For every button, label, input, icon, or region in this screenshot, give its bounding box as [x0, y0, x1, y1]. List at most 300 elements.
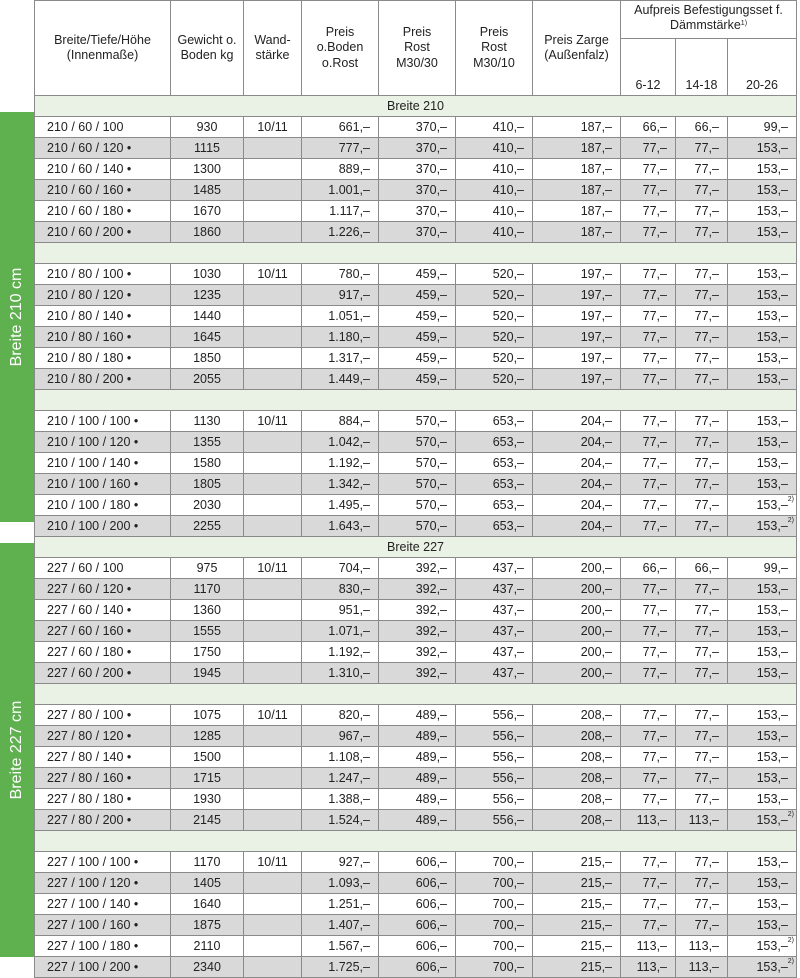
cell-dims: 210 / 100 / 140 • [35, 453, 171, 474]
cell-insul-20-26 [728, 495, 797, 516]
cell-price-frame: 208,– [533, 810, 621, 831]
cell-value: 153,– [756, 330, 788, 344]
cell-price-no-floor: 704,– [302, 558, 379, 579]
cell-price-frame: 197,– [533, 369, 621, 390]
cell-price-frame: 197,– [533, 306, 621, 327]
cell-wall [244, 285, 302, 306]
table-row [35, 222, 797, 243]
cell-price-m3030: 606,– [379, 873, 456, 894]
cell-weight: 1875 [171, 915, 244, 936]
cell-weight: 2255 [171, 516, 244, 537]
cell-value: 153,– [756, 582, 788, 596]
cell-price-m3030: 459,– [379, 369, 456, 390]
cell-price-m3010: 700,– [456, 852, 533, 873]
cell-insul-20-26 [728, 222, 797, 243]
cell-insul-20-26 [728, 180, 797, 201]
cell-insul-20-26 [728, 411, 797, 432]
cell-price-frame: 204,– [533, 516, 621, 537]
cell-dims: 227 / 80 / 140 • [35, 747, 171, 768]
header-group-text: Aufpreis Befestigungsset f. Dämmstärke [634, 3, 783, 32]
footnote-marker: 2) [787, 517, 794, 524]
cell-price-m3010: 653,– [456, 474, 533, 495]
cell-dims: 227 / 60 / 120 • [35, 579, 171, 600]
cell-insul-14-18: 77,– [676, 369, 728, 390]
table-row [35, 726, 797, 747]
cell-value: 153,– [756, 792, 788, 806]
cell-value: 153,– [756, 351, 788, 365]
cell-insul-14-18: 113,– [676, 957, 728, 978]
spacer-row [35, 831, 797, 852]
cell-wall [244, 327, 302, 348]
cell-dims: 227 / 80 / 180 • [35, 789, 171, 810]
cell-insul-20-26 [728, 810, 797, 831]
cell-price-m3030: 606,– [379, 852, 456, 873]
cell-weight: 930 [171, 117, 244, 138]
cell-wall [244, 642, 302, 663]
cell-weight: 1170 [171, 579, 244, 600]
cell-price-no-floor: 777,– [302, 138, 379, 159]
cell-dims: 227 / 80 / 120 • [35, 726, 171, 747]
table-row [35, 789, 797, 810]
cell-value: 153,– [756, 477, 788, 491]
header-weight: Gewicht o. Boden kg [171, 1, 244, 96]
table-row [35, 327, 797, 348]
cell-insul-6-12: 77,– [621, 852, 676, 873]
cell-weight: 1640 [171, 894, 244, 915]
table-row [35, 180, 797, 201]
cell-price-no-floor: 1.725,– [302, 957, 379, 978]
cell-insul-6-12: 77,– [621, 579, 676, 600]
cell-insul-6-12: 113,– [621, 810, 676, 831]
cell-wall [244, 915, 302, 936]
cell-wall: 10/11 [244, 558, 302, 579]
cell-insul-14-18: 77,– [676, 138, 728, 159]
table-header [35, 1, 797, 96]
cell-dims: 210 / 60 / 180 • [35, 201, 171, 222]
cell-wall [244, 747, 302, 768]
cell-price-m3030: 370,– [379, 117, 456, 138]
cell-wall [244, 180, 302, 201]
cell-insul-20-26 [728, 159, 797, 180]
table-row [35, 369, 797, 390]
cell-value: 153,– [756, 813, 788, 827]
cell-value: 153,– [756, 141, 788, 155]
cell-insul-6-12: 77,– [621, 201, 676, 222]
cell-dims: 210 / 80 / 100 • [35, 264, 171, 285]
cell-value: 153,– [756, 666, 788, 680]
cell-price-m3030: 606,– [379, 894, 456, 915]
table-row [35, 579, 797, 600]
cell-insul-20-26 [728, 453, 797, 474]
cell-price-no-floor: 1.001,– [302, 180, 379, 201]
cell-insul-14-18: 77,– [676, 285, 728, 306]
cell-dims: 227 / 60 / 180 • [35, 642, 171, 663]
spacer-row [35, 684, 797, 705]
header-price-m3010: Preis Rost M30/10 [456, 1, 533, 96]
cell-insul-14-18: 77,– [676, 726, 728, 747]
table-row [35, 621, 797, 642]
cell-insul-6-12: 77,– [621, 747, 676, 768]
cell-price-no-floor: 1.310,– [302, 663, 379, 684]
cell-price-no-floor: 1.495,– [302, 495, 379, 516]
cell-price-no-floor: 1.643,– [302, 516, 379, 537]
cell-insul-6-12: 77,– [621, 705, 676, 726]
cell-price-frame: 197,– [533, 264, 621, 285]
cell-value: 153,– [756, 771, 788, 785]
cell-dims: 210 / 60 / 160 • [35, 180, 171, 201]
cell-price-m3010: 520,– [456, 327, 533, 348]
cell-insul-6-12: 77,– [621, 159, 676, 180]
cell-price-m3030: 392,– [379, 579, 456, 600]
cell-price-m3030: 570,– [379, 474, 456, 495]
cell-weight: 2030 [171, 495, 244, 516]
cell-price-m3030: 392,– [379, 558, 456, 579]
cell-insul-14-18: 77,– [676, 201, 728, 222]
footnote-marker: 2) [787, 496, 794, 503]
cell-insul-14-18: 77,– [676, 411, 728, 432]
cell-insul-6-12: 77,– [621, 789, 676, 810]
cell-price-m3010: 410,– [456, 138, 533, 159]
header-insul-6-12: 6-12 [621, 39, 676, 96]
cell-insul-20-26 [728, 201, 797, 222]
cell-insul-20-26 [728, 432, 797, 453]
cell-insul-14-18: 77,– [676, 789, 728, 810]
cell-price-frame: 215,– [533, 873, 621, 894]
cell-insul-6-12: 113,– [621, 936, 676, 957]
cell-weight: 1485 [171, 180, 244, 201]
cell-wall [244, 726, 302, 747]
cell-price-m3010: 653,– [456, 432, 533, 453]
cell-weight: 1030 [171, 264, 244, 285]
cell-price-no-floor: 884,– [302, 411, 379, 432]
cell-price-frame: 204,– [533, 453, 621, 474]
cell-insul-14-18: 77,– [676, 159, 728, 180]
cell-insul-14-18: 77,– [676, 264, 728, 285]
cell-insul-20-26 [728, 873, 797, 894]
cell-value: 153,– [756, 162, 788, 176]
cell-price-m3030: 489,– [379, 726, 456, 747]
header-group-insulation [621, 1, 797, 39]
spacer-cell [35, 684, 797, 705]
cell-value: 153,– [756, 645, 788, 659]
cell-price-no-floor: 951,– [302, 600, 379, 621]
cell-price-m3010: 437,– [456, 579, 533, 600]
cell-price-no-floor: 830,– [302, 579, 379, 600]
cell-price-m3030: 370,– [379, 159, 456, 180]
cell-value: 99,– [763, 561, 788, 575]
cell-price-frame: 200,– [533, 663, 621, 684]
cell-insul-6-12: 77,– [621, 453, 676, 474]
cell-insul-6-12: 77,– [621, 474, 676, 495]
cell-price-frame: 215,– [533, 915, 621, 936]
cell-price-m3030: 606,– [379, 915, 456, 936]
cell-insul-6-12: 77,– [621, 222, 676, 243]
cell-value: 153,– [756, 498, 788, 512]
cell-weight: 1500 [171, 747, 244, 768]
cell-price-no-floor: 1.192,– [302, 642, 379, 663]
cell-weight: 1355 [171, 432, 244, 453]
cell-insul-14-18: 77,– [676, 306, 728, 327]
cell-dims: 210 / 80 / 140 • [35, 306, 171, 327]
header-dims: Breite/Tiefe/Höhe (Innenmaße) [35, 1, 171, 96]
cell-price-m3030: 392,– [379, 621, 456, 642]
cell-insul-14-18: 77,– [676, 705, 728, 726]
table-row [35, 894, 797, 915]
cell-price-no-floor: 967,– [302, 726, 379, 747]
cell-insul-6-12: 77,– [621, 894, 676, 915]
cell-insul-6-12: 113,– [621, 957, 676, 978]
cell-wall [244, 201, 302, 222]
cell-dims: 227 / 100 / 160 • [35, 915, 171, 936]
cell-value: 153,– [756, 456, 788, 470]
cell-wall [244, 516, 302, 537]
cell-price-m3030: 570,– [379, 432, 456, 453]
cell-insul-20-26 [728, 915, 797, 936]
cell-insul-14-18: 77,– [676, 852, 728, 873]
side-band-210 [0, 112, 34, 522]
cell-weight: 1130 [171, 411, 244, 432]
cell-value: 153,– [756, 750, 788, 764]
cell-price-frame: 187,– [533, 222, 621, 243]
cell-weight: 2055 [171, 369, 244, 390]
cell-insul-20-26 [728, 264, 797, 285]
cell-price-m3030: 606,– [379, 957, 456, 978]
cell-dims: 210 / 60 / 120 • [35, 138, 171, 159]
cell-price-m3010: 556,– [456, 789, 533, 810]
cell-weight: 1440 [171, 306, 244, 327]
cell-dims: 227 / 100 / 140 • [35, 894, 171, 915]
cell-price-frame: 187,– [533, 138, 621, 159]
cell-insul-6-12: 77,– [621, 432, 676, 453]
cell-insul-6-12: 77,– [621, 663, 676, 684]
cell-wall: 10/11 [244, 852, 302, 873]
cell-dims: 227 / 60 / 160 • [35, 621, 171, 642]
spacer-row [35, 243, 797, 264]
cell-price-no-floor: 1.342,– [302, 474, 379, 495]
cell-weight: 1670 [171, 201, 244, 222]
cell-wall [244, 348, 302, 369]
cell-insul-14-18: 77,– [676, 621, 728, 642]
table-row [35, 474, 797, 495]
cell-weight: 975 [171, 558, 244, 579]
cell-weight: 1075 [171, 705, 244, 726]
spacer-cell [35, 390, 797, 411]
cell-insul-6-12: 77,– [621, 369, 676, 390]
cell-price-m3010: 520,– [456, 369, 533, 390]
cell-price-frame: 200,– [533, 642, 621, 663]
cell-price-frame: 187,– [533, 117, 621, 138]
header-wall: Wand-stärke [244, 1, 302, 96]
cell-value: 153,– [756, 288, 788, 302]
cell-price-no-floor: 1.251,– [302, 894, 379, 915]
cell-wall [244, 222, 302, 243]
cell-price-no-floor: 1.180,– [302, 327, 379, 348]
cell-value: 153,– [756, 309, 788, 323]
cell-price-no-floor: 889,– [302, 159, 379, 180]
cell-insul-20-26 [728, 789, 797, 810]
table-row [35, 852, 797, 873]
cell-price-m3030: 370,– [379, 180, 456, 201]
cell-insul-20-26 [728, 117, 797, 138]
cell-price-m3010: 556,– [456, 768, 533, 789]
cell-insul-6-12: 77,– [621, 264, 676, 285]
spacer-cell [35, 831, 797, 852]
cell-weight: 1405 [171, 873, 244, 894]
cell-price-no-floor: 1.226,– [302, 222, 379, 243]
cell-dims: 227 / 100 / 180 • [35, 936, 171, 957]
table-row [35, 453, 797, 474]
cell-price-m3030: 370,– [379, 222, 456, 243]
cell-price-no-floor: 820,– [302, 705, 379, 726]
cell-price-frame: 200,– [533, 600, 621, 621]
cell-dims: 210 / 100 / 200 • [35, 516, 171, 537]
section-header [35, 96, 797, 117]
cell-wall [244, 159, 302, 180]
cell-price-m3010: 520,– [456, 348, 533, 369]
cell-value: 99,– [763, 120, 788, 134]
cell-price-m3010: 520,– [456, 264, 533, 285]
cell-dims: 227 / 80 / 160 • [35, 768, 171, 789]
cell-price-frame: 197,– [533, 327, 621, 348]
cell-price-m3010: 437,– [456, 600, 533, 621]
cell-insul-20-26 [728, 663, 797, 684]
cell-price-no-floor: 1.388,– [302, 789, 379, 810]
table-row [35, 201, 797, 222]
cell-price-no-floor: 1.247,– [302, 768, 379, 789]
cell-insul-14-18: 77,– [676, 642, 728, 663]
table-row [35, 516, 797, 537]
side-label-210: Breite 210 cm [8, 267, 25, 367]
cell-insul-20-26 [728, 327, 797, 348]
price-table [34, 0, 797, 978]
cell-insul-6-12: 77,– [621, 495, 676, 516]
cell-price-m3030: 459,– [379, 327, 456, 348]
cell-dims: 227 / 60 / 100 [35, 558, 171, 579]
cell-wall [244, 936, 302, 957]
cell-insul-20-26 [728, 894, 797, 915]
cell-price-m3010: 653,– [456, 495, 533, 516]
cell-price-frame: 215,– [533, 936, 621, 957]
cell-price-no-floor: 917,– [302, 285, 379, 306]
cell-price-no-floor: 661,– [302, 117, 379, 138]
cell-weight: 1945 [171, 663, 244, 684]
cell-insul-20-26 [728, 285, 797, 306]
cell-value: 153,– [756, 204, 788, 218]
cell-price-no-floor: 1.042,– [302, 432, 379, 453]
cell-insul-6-12: 77,– [621, 138, 676, 159]
cell-price-frame: 197,– [533, 348, 621, 369]
cell-price-frame: 204,– [533, 495, 621, 516]
cell-weight: 1930 [171, 789, 244, 810]
table-row [35, 285, 797, 306]
cell-weight: 1850 [171, 348, 244, 369]
cell-insul-20-26 [728, 600, 797, 621]
cell-price-m3010: 653,– [456, 411, 533, 432]
header-price-m3030: Preis Rost M30/30 [379, 1, 456, 96]
cell-dims: 227 / 100 / 120 • [35, 873, 171, 894]
spacer-cell [35, 243, 797, 264]
side-label-227: Breite 227 cm [8, 700, 25, 800]
header-insul-14-18: 14-18 [676, 39, 728, 96]
cell-price-frame: 208,– [533, 705, 621, 726]
cell-dims: 210 / 80 / 160 • [35, 327, 171, 348]
cell-price-m3010: 700,– [456, 873, 533, 894]
cell-insul-14-18: 66,– [676, 558, 728, 579]
cell-price-m3010: 700,– [456, 936, 533, 957]
cell-price-m3010: 410,– [456, 159, 533, 180]
cell-insul-20-26 [728, 621, 797, 642]
table-row [35, 663, 797, 684]
cell-dims: 210 / 100 / 100 • [35, 411, 171, 432]
cell-weight: 1805 [171, 474, 244, 495]
cell-value: 153,– [756, 729, 788, 743]
cell-price-m3010: 410,– [456, 222, 533, 243]
cell-wall [244, 621, 302, 642]
table-row [35, 915, 797, 936]
table-row [35, 642, 797, 663]
cell-insul-14-18: 77,– [676, 663, 728, 684]
cell-dims: 227 / 80 / 100 • [35, 705, 171, 726]
table-row [35, 768, 797, 789]
cell-price-frame: 208,– [533, 747, 621, 768]
cell-price-m3010: 437,– [456, 558, 533, 579]
cell-price-m3030: 489,– [379, 810, 456, 831]
cell-dims: 227 / 60 / 200 • [35, 663, 171, 684]
cell-price-no-floor: 1.524,– [302, 810, 379, 831]
cell-insul-20-26 [728, 642, 797, 663]
cell-price-no-floor: 1.317,– [302, 348, 379, 369]
cell-value: 153,– [756, 267, 788, 281]
cell-wall [244, 957, 302, 978]
cell-insul-6-12: 77,– [621, 348, 676, 369]
cell-price-no-floor: 1.192,– [302, 453, 379, 474]
cell-dims: 227 / 60 / 140 • [35, 600, 171, 621]
cell-price-no-floor: 927,– [302, 852, 379, 873]
cell-value: 153,– [756, 855, 788, 869]
cell-price-m3030: 489,– [379, 747, 456, 768]
cell-price-frame: 187,– [533, 180, 621, 201]
cell-weight: 1170 [171, 852, 244, 873]
cell-price-frame: 200,– [533, 621, 621, 642]
cell-wall [244, 432, 302, 453]
cell-insul-14-18: 113,– [676, 936, 728, 957]
cell-weight: 1645 [171, 327, 244, 348]
cell-weight: 1715 [171, 768, 244, 789]
cell-value: 153,– [756, 876, 788, 890]
cell-price-m3010: 437,– [456, 663, 533, 684]
cell-price-frame: 204,– [533, 432, 621, 453]
cell-value: 153,– [756, 897, 788, 911]
table-row [35, 348, 797, 369]
cell-price-m3030: 392,– [379, 600, 456, 621]
cell-price-no-floor: 1.407,– [302, 915, 379, 936]
cell-insul-20-26 [728, 705, 797, 726]
cell-price-frame: 187,– [533, 201, 621, 222]
cell-insul-14-18: 77,– [676, 474, 728, 495]
cell-price-m3030: 570,– [379, 495, 456, 516]
cell-wall: 10/11 [244, 705, 302, 726]
cell-dims: 210 / 80 / 180 • [35, 348, 171, 369]
cell-weight: 1360 [171, 600, 244, 621]
cell-insul-20-26 [728, 138, 797, 159]
table-row [35, 138, 797, 159]
cell-insul-14-18: 77,– [676, 768, 728, 789]
cell-price-m3030: 489,– [379, 789, 456, 810]
cell-insul-14-18: 77,– [676, 516, 728, 537]
cell-value: 153,– [756, 183, 788, 197]
cell-price-no-floor: 1.108,– [302, 747, 379, 768]
cell-insul-14-18: 77,– [676, 873, 728, 894]
